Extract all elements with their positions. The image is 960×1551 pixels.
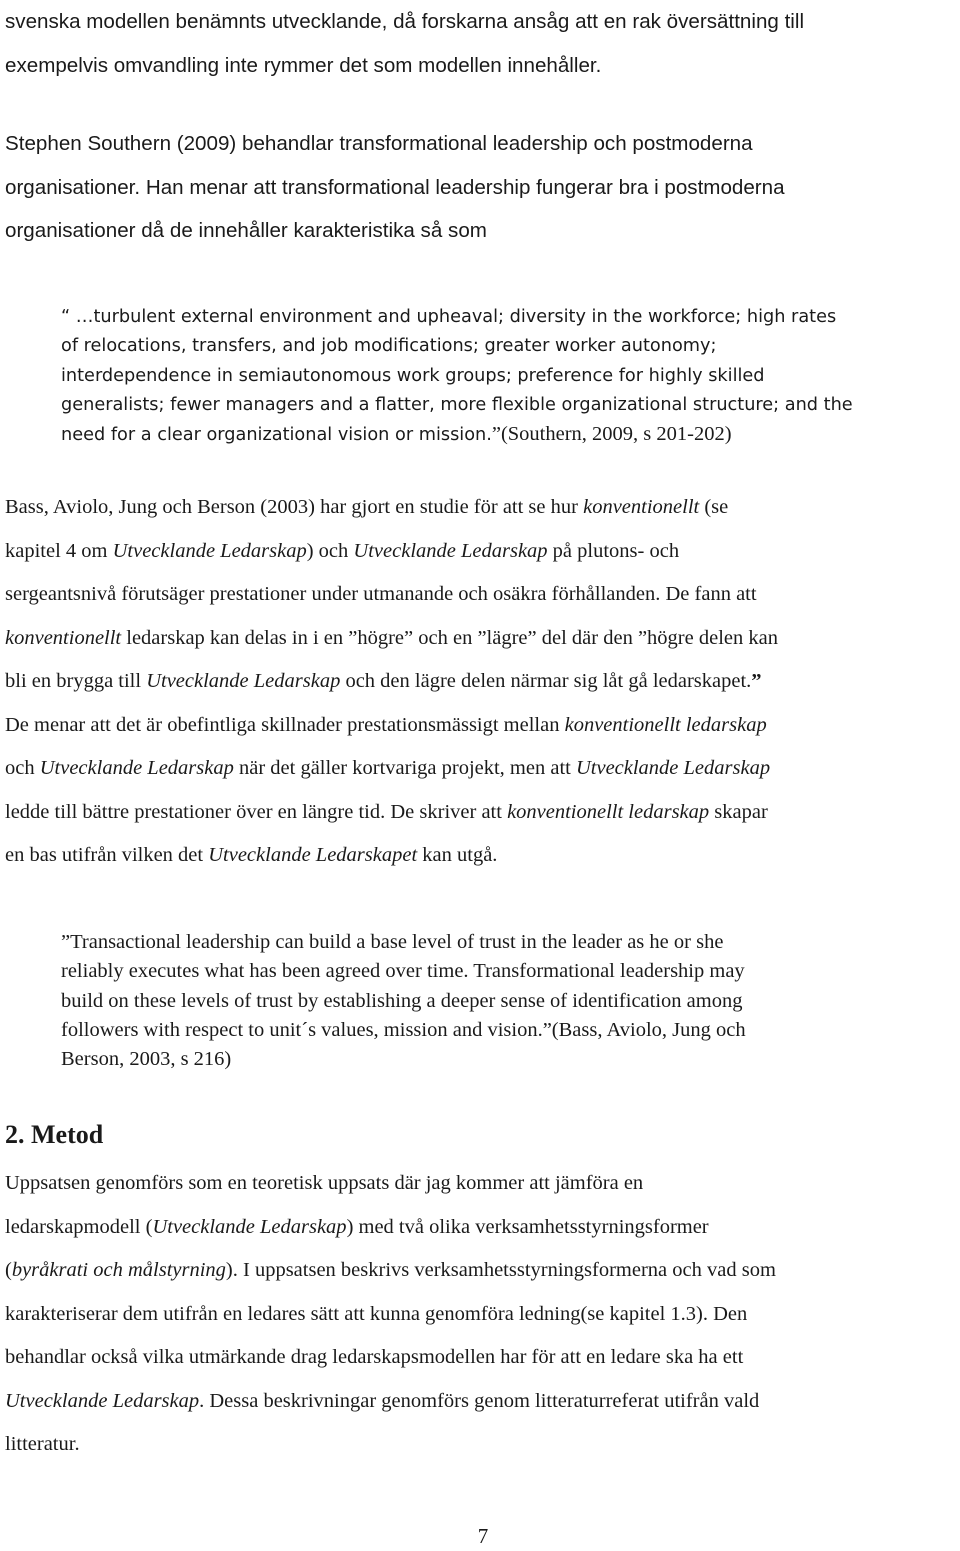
metod-paragraph <box>5 1162 776 1467</box>
text-line: litteratur. <box>5 1433 80 1455</box>
quote-text: need for a clear organizational vision or mission. <box>61 425 492 446</box>
text-run: bli en brygga till <box>5 670 147 692</box>
text-run: (se <box>699 496 729 518</box>
emphasis: Utvecklande Ledarskap <box>146 670 341 692</box>
text-run: ) och <box>306 539 354 562</box>
text-line <box>5 747 778 791</box>
closing-quote-mark: ” <box>751 670 762 692</box>
text-run: Bass, Aviolo, Jung och Berson (2003) har gjort en studie för att se hur <box>5 496 584 518</box>
emphasis: Utvecklande Ledarskap <box>112 539 307 562</box>
quote-line: interdependence in semiautonomous work groups; preference for highly skilled <box>61 365 765 386</box>
bass-paragraph <box>5 486 778 878</box>
text-line <box>5 530 778 574</box>
text-run: en bas utifrån vilken det <box>5 844 209 866</box>
text-line: organisationer. Han menar att transformational leadership fungerar bra i postmoderna <box>5 175 785 199</box>
text-run: De menar att det är obefintliga skillnader prestationsmässigt mellan <box>5 713 565 736</box>
quote-line: Berson, 2003, s 216) <box>61 1048 232 1071</box>
text-line <box>5 1380 776 1424</box>
text-line: karakteriserar dem utifrån en ledares sätt att kunna genomföra ledning(se kapitel 1.3). Den <box>5 1302 748 1325</box>
text-run: när det gäller kortvariga projekt, men att <box>233 757 576 779</box>
text-line: Stephen Southern (2009) behandlar transformational leadership och postmoderna <box>5 132 753 155</box>
southern-block-quote <box>61 303 853 450</box>
bass-block-quote <box>61 928 746 1074</box>
text-line <box>5 660 778 704</box>
text-run: på plutons- och <box>547 539 680 562</box>
text-run: kapitel 4 om <box>5 539 113 562</box>
emphasis: Utvecklande Ledarskap <box>353 539 548 562</box>
text-line: svenska modellen benämnts utvecklande, då forskarna ansåg att en rak översättning till <box>5 10 805 33</box>
text-line <box>5 834 778 878</box>
text-line <box>5 1249 776 1293</box>
text-line: organisationer då de innehåller karakteristika så som <box>5 219 487 242</box>
emphasis: Utvecklande Ledarskapet <box>208 844 418 866</box>
quote-line: “ …turbulent external environment and upheaval; diversity in the workforce; high rates <box>61 307 837 327</box>
emphasis: konventionellt ledarskap <box>564 713 767 736</box>
text-run: och den lägre delen närmar sig låt gå ledarskapet. <box>340 670 752 692</box>
emphasis: Utvecklande Ledarskap <box>152 1215 347 1238</box>
quote-line <box>61 420 853 450</box>
text-line <box>5 617 778 661</box>
emphasis: konventionellt <box>5 626 122 649</box>
text-run: ). I uppsatsen beskrivs verksamhetsstyrningsformerna och vad som <box>225 1259 776 1281</box>
emphasis: konventionellt <box>583 496 700 518</box>
text-run: . Dessa beskrivningar genomförs genom litteraturreferat utifrån vald <box>199 1389 760 1412</box>
quote-line: build on these levels of trust by establishing a deeper sense of identification among <box>61 989 743 1012</box>
text-run: ( <box>5 1259 12 1281</box>
text-run: ledarskap kan delas in i en ”högre” och en ”lägre” del där den ”högre delen kan <box>121 626 778 649</box>
quote-line: ”Transactional leadership can build a base level of trust in the leader as he or she <box>61 931 724 953</box>
text-line: exempelvis omvandling inte rymmer det som modellen innehåller. <box>5 53 602 77</box>
text-line: behandlar också vilka utmärkande drag ledarskapsmodellen har för att en ledare ska ha ett <box>5 1346 744 1368</box>
quote-line: followers with respect to unit´s values, mission and vision.”(Bass, Aviolo, Jung och <box>61 1018 746 1041</box>
text-run: ledde till bättre prestationer över en längre tid. De skriver att <box>5 800 508 823</box>
quote-line: reliably executes what has been agreed over time. Transformational leadership may <box>61 960 745 983</box>
emphasis: byråkrati och målstyrning <box>11 1259 226 1281</box>
emphasis: Utvecklande Ledarskap <box>5 1389 200 1412</box>
section-heading-metod: 2. Metod <box>5 1120 104 1149</box>
text-line: sergeantsnivå förutsäger prestationer under utmanande och osäkra förhållanden. De fann att <box>5 583 757 605</box>
text-run: kan utgå. <box>417 844 498 866</box>
southern-paragraph <box>5 122 785 253</box>
quote-line: generalists; fewer managers and a flatter, more flexible organizational structure; and the <box>61 394 853 415</box>
text-run: ) med två olika verksamhetsstyrningsformer <box>346 1215 709 1238</box>
text-line: Uppsatsen genomförs som en teoretisk uppsats där jag kommer att jämföra en <box>5 1172 644 1194</box>
text-line <box>5 486 778 530</box>
text-line <box>5 704 778 748</box>
page-number: 7 <box>477 1524 489 1548</box>
text-line <box>5 1206 776 1250</box>
text-line <box>5 791 778 835</box>
quote-line: of relocations, transfers, and job modifications; greater worker autonomy; <box>61 336 717 357</box>
text-run: och <box>5 757 40 779</box>
intro-paragraph-tail <box>5 0 804 87</box>
emphasis: konventionellt ledarskap <box>507 800 710 823</box>
text-run: ledarskapmodell ( <box>5 1215 153 1238</box>
emphasis: Utvecklande Ledarskap <box>575 757 771 779</box>
text-run: skapar <box>709 800 768 823</box>
emphasis: Utvecklande Ledarskap <box>39 757 234 779</box>
citation: ”(Southern, 2009, s 201-202) <box>491 423 732 446</box>
